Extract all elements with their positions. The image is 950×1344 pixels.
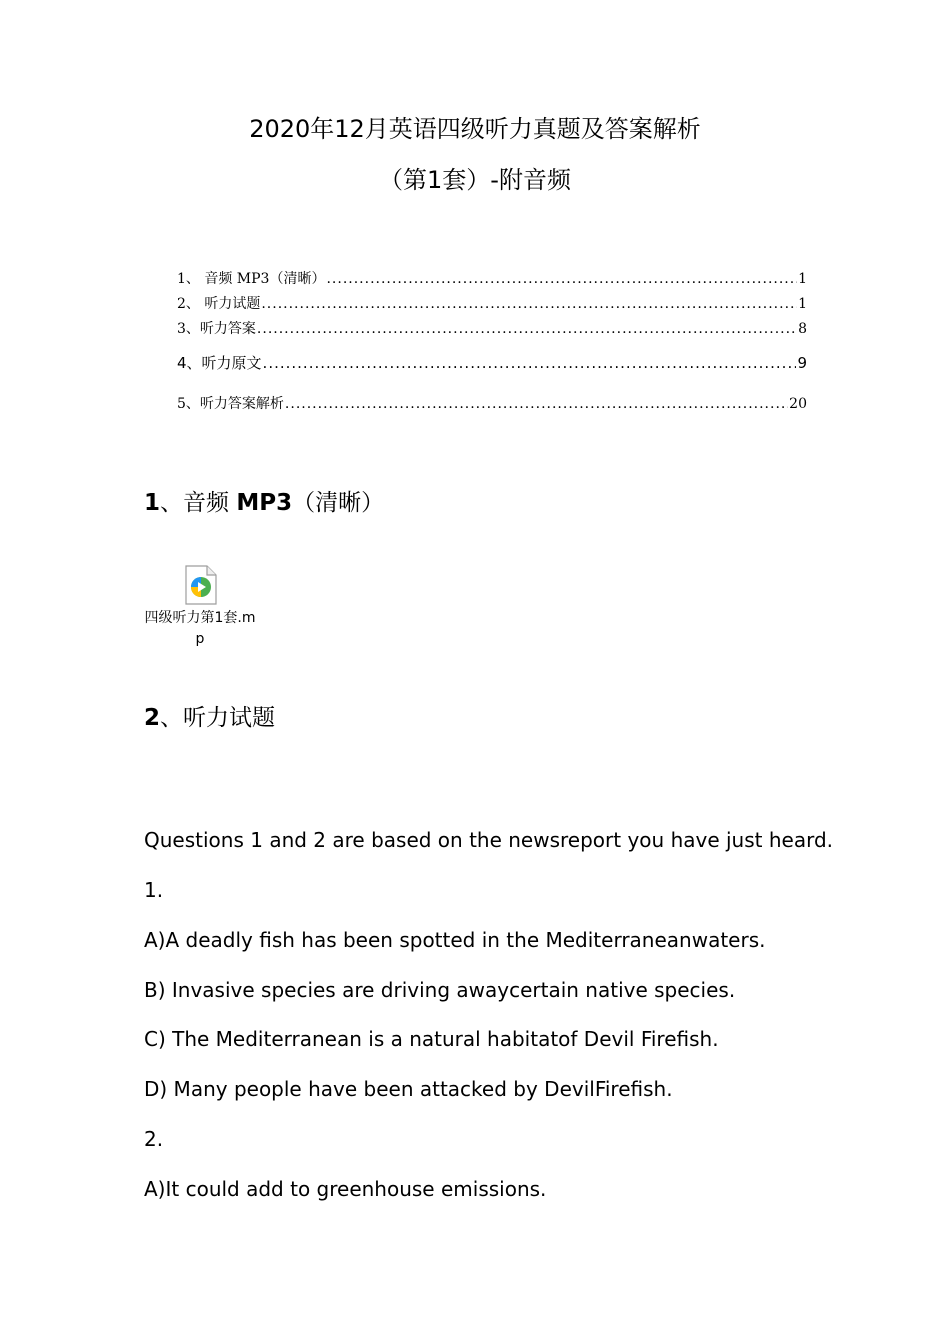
toc-entry-label: 3、听力答案	[177, 321, 256, 337]
toc-entry-page: 1	[798, 271, 807, 287]
section-2-heading-text: 、听力试题	[160, 705, 276, 731]
question-1-option-c: C) The Mediterranean is a natural habitatof Devil Firefish.	[144, 1027, 719, 1051]
document-title-line-2: （第1套）-附音频	[379, 166, 571, 194]
toc-entry-page: 1	[798, 296, 807, 312]
question-1-option-d: D) Many people have been attacked by DevilFirefish.	[144, 1077, 673, 1101]
toc-leader-dots	[261, 296, 797, 312]
toc-entry-4[interactable]	[177, 352, 807, 373]
questions-intro: Questions 1 and 2 are based on the newsreport you have just heard.	[144, 828, 834, 852]
toc-entry-1[interactable]	[177, 268, 807, 288]
toc-leader-dots	[326, 271, 797, 287]
section-1-heading	[144, 489, 384, 517]
toc-entry-label: 4、听力原文	[177, 354, 262, 372]
toc-entry-label: 2、 听力试题	[177, 296, 261, 312]
question-1-option-a: A)A deadly fish has been spotted in the Mediterraneanwaters.	[144, 928, 766, 952]
media-file-name-line-2: p	[195, 631, 205, 647]
question-1-option-b: B) Invasive species are driving awaycertain native species.	[144, 978, 736, 1002]
question-2-option-a: A)It could add to greenhouse emissions.	[144, 1177, 547, 1201]
toc-entry-page: 8	[798, 321, 807, 337]
toc-entry-page: 20	[789, 396, 807, 412]
toc-entry-2[interactable]	[177, 293, 807, 313]
media-file-name[interactable]	[140, 608, 260, 650]
toc-entry-label: 5、听力答案解析	[177, 396, 284, 412]
toc-entry-label: 1、 音频 MP3（清晰）	[177, 271, 326, 287]
question-2-number: 2.	[144, 1127, 164, 1151]
toc-entry-5[interactable]	[177, 393, 807, 413]
document-title-line-1: 2020年12月英语四级听力真题及答案解析	[249, 115, 701, 143]
section-1-heading-cn-2: （清晰）	[292, 490, 385, 516]
toc-entry-page: 9	[797, 354, 807, 372]
section-2-number: 2	[144, 705, 161, 731]
toc-leader-dots	[257, 321, 797, 337]
toc-leader-dots	[263, 354, 797, 372]
section-2-heading	[144, 704, 275, 732]
media-file-icon[interactable]	[185, 565, 217, 605]
section-1-heading-cn-1: 、音频	[160, 490, 237, 516]
toc-leader-dots	[285, 396, 788, 412]
section-1-number: 1	[144, 490, 161, 516]
question-1-number: 1.	[144, 878, 164, 902]
toc-entry-3[interactable]	[177, 318, 807, 338]
media-file-name-line-1: 四级听力第1套.m	[144, 610, 256, 626]
section-1-heading-mp3: MP3	[236, 490, 293, 516]
